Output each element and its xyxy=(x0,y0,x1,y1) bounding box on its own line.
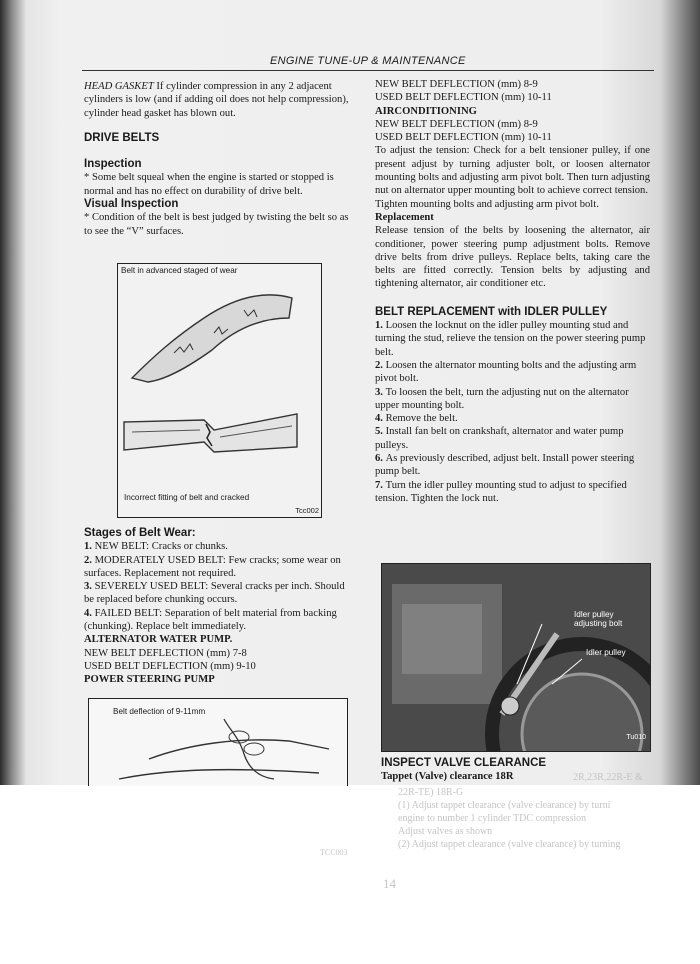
deflection-figure-code: TCC003 xyxy=(320,848,348,857)
figure-code: Tcc002 xyxy=(295,506,319,515)
step-text: Turn the idler pulley mounting stud to adjust to specified tension. Tighten the lock nut. xyxy=(375,479,627,504)
step-number: 3. xyxy=(375,386,386,398)
step-text: Loosen the alternator mounting bolts and the adjusting arm pivot bolt. xyxy=(375,359,637,385)
faded-line: engine to number 1 cylinder TDC compression xyxy=(398,813,587,824)
aircon-used-belt: USED BELT DEFLECTION (mm) 10-11 xyxy=(375,132,552,144)
replacement-heading: Replacement xyxy=(375,211,434,223)
belt-deflection-figure xyxy=(88,698,348,786)
idler-step xyxy=(375,452,650,479)
stage-number: 3. xyxy=(84,581,95,593)
step-number: 1. xyxy=(375,320,386,332)
cracked-belt-illustration xyxy=(122,392,302,482)
photo-code: Tu010 xyxy=(626,734,646,741)
step-text: Loosen the locknut on the idler pulley mounting stud and turning the stud, relieve the tension on the power steering pump belt. xyxy=(375,320,646,358)
left-column xyxy=(84,80,356,238)
visual-inspection-heading: Visual Inspection xyxy=(84,198,179,211)
alternator-new-belt: NEW BELT DEFLECTION (mm) 7-8 xyxy=(84,647,247,659)
idler-steps-list xyxy=(375,319,650,505)
idler-step xyxy=(375,386,650,413)
valve-clearance-heading: INSPECT VALVE CLEARANCE xyxy=(381,757,547,769)
idler-step xyxy=(375,425,650,452)
right-column xyxy=(375,78,650,505)
deflection-caption: Belt deflection of 9-11mm xyxy=(113,707,206,716)
page-number: 14 xyxy=(383,876,396,891)
hand-belt-illustration xyxy=(89,699,347,786)
head-gasket-text: If cylinder compression in any 2 adjacent cylinders is low (and if adding oil does not help compression), cylinder head gasket has blown out. xyxy=(84,81,349,119)
aircon-new-belt: NEW BELT DEFLECTION (mm) 8-9 xyxy=(375,118,538,130)
stages-list xyxy=(84,540,356,633)
stage-item xyxy=(84,554,356,581)
alternator-used-belt: USED BELT DEFLECTION (mm) 9-10 xyxy=(84,660,256,672)
stage-item xyxy=(84,580,356,607)
belt-wear-figure xyxy=(117,263,322,518)
figure-caption-bottom: Incorrect fitting of belt and cracked xyxy=(124,493,250,502)
step-text: Install fan belt on crankshaft, alternator and water pump pulleys. xyxy=(375,426,624,451)
stage-item xyxy=(84,607,356,634)
idler-step xyxy=(375,412,650,425)
idler-step xyxy=(375,479,650,506)
stage-text: Separation of belt material from backing (chunking). Replace belt immediately. xyxy=(84,607,337,633)
idler-step xyxy=(375,319,650,359)
stage-label: SEVERELY USED BELT: xyxy=(94,581,209,593)
stage-label: MODERATELY USED BELT: xyxy=(94,554,226,566)
worn-belt-illustration xyxy=(124,278,294,383)
photo-label-adjusting-bolt: Idler pulley adjusting bolt xyxy=(574,610,623,628)
alternator-heading: ALTERNATOR WATER PUMP. xyxy=(84,634,233,646)
drive-belts-heading: DRIVE BELTS xyxy=(84,131,160,144)
head-gasket-label: HEAD GASKET xyxy=(84,81,154,92)
step-text: To loosen the belt, turn the adjusting nut on the alternator upper mounting bolt. xyxy=(375,386,629,411)
faded-line: (1) Adjust tappet clearance (valve clearance) by turni xyxy=(398,800,611,811)
power-steering-heading: POWER STEERING PUMP xyxy=(84,674,215,686)
stage-number: 2. xyxy=(84,554,95,566)
adjust-tension-text: To adjust the tension: Check for a belt tensioner pulley, if one present adjust by turning adjuster bolt, or loosen alternator mounting bolts and adjusting arm pivot bolt. Then turn adjusting nut on alternator upper mounting bolt to achieve correct tension. xyxy=(375,145,650,197)
stage-item xyxy=(84,540,356,553)
step-number: 7. xyxy=(375,479,386,491)
figure-caption-top: Belt in advanced staged of wear xyxy=(121,266,238,275)
header-rule xyxy=(82,70,654,71)
new-belt-deflection: NEW BELT DEFLECTION (mm) 8-9 xyxy=(375,79,538,90)
step-number: 6. xyxy=(375,453,386,465)
tighten-text: Tighten mounting bolts and adjusting arm pivot bolt. xyxy=(375,198,599,210)
step-number: 4. xyxy=(375,413,386,425)
aircon-heading: AIRCONDITIONING xyxy=(375,105,477,117)
visual-inspection-text: * Condition of the belt is best judged by twisting the belt so as to see the “V” surfaces. xyxy=(84,212,349,237)
idler-pulley-photo xyxy=(381,563,651,752)
faded-text-block xyxy=(398,786,673,851)
faded-line: (2) Adjust tappet clearance (valve clearance) by turning xyxy=(398,839,621,850)
stage-number: 4. xyxy=(84,607,95,619)
head-gasket-paragraph xyxy=(84,80,356,120)
tappet-clearance-line: Tappet (Valve) clearance 18R xyxy=(381,771,514,782)
used-belt-deflection: USED BELT DEFLECTION (mm) 10-11 xyxy=(375,92,552,104)
page-header: ENGINE TUNE-UP & MAINTENANCE xyxy=(270,55,466,67)
inspection-heading: Inspection xyxy=(84,158,142,171)
left-column-lower xyxy=(84,527,356,687)
stage-label: NEW BELT: xyxy=(94,541,150,553)
idler-step xyxy=(375,359,650,386)
stage-text: Few cracks; some wear on surfaces. Replacement not required. xyxy=(84,554,341,579)
stage-number: 1. xyxy=(84,541,95,553)
stages-heading: Stages of Belt Wear: xyxy=(84,527,196,539)
stage-text: Several cracks per inch. Should be replaced before chunking occurs. xyxy=(84,581,345,606)
step-number: 5. xyxy=(375,426,386,438)
idler-pulley-heading: BELT REPLACEMENT with IDLER PULLEY xyxy=(375,305,608,318)
inspection-text: * Some belt squeal when the engine is started or stopped is normal and has no effect on durability of drive belt. xyxy=(84,172,334,197)
faded-line: Adjust valves as shown xyxy=(398,826,493,837)
step-text: Remove the belt. xyxy=(385,413,458,425)
tappet-clearance-tail: 2R,23R,22R-E & xyxy=(573,772,643,783)
stage-text: Cracks or chunks. xyxy=(149,541,228,553)
step-number: 2. xyxy=(375,359,386,371)
faded-line: 22R-TE) 18R-G xyxy=(398,787,464,798)
replacement-text: Release tension of the belts by loosening the alternator, air conditioner, power steering pump adjustment bolts. Remove drive belts from drive pulleys. Replace belts, taking care the belts are fitted correctly. Tension belts by adjusting and tightening alternator, air conditioner etc. xyxy=(375,225,650,290)
engine-photo-illustration xyxy=(382,564,650,751)
photo-label-idler-pulley: Idler pulley xyxy=(586,648,626,657)
stage-label: FAILED BELT: xyxy=(94,607,163,619)
step-text: As previously described, adjust belt. Install power steering pump belt. xyxy=(375,453,635,478)
